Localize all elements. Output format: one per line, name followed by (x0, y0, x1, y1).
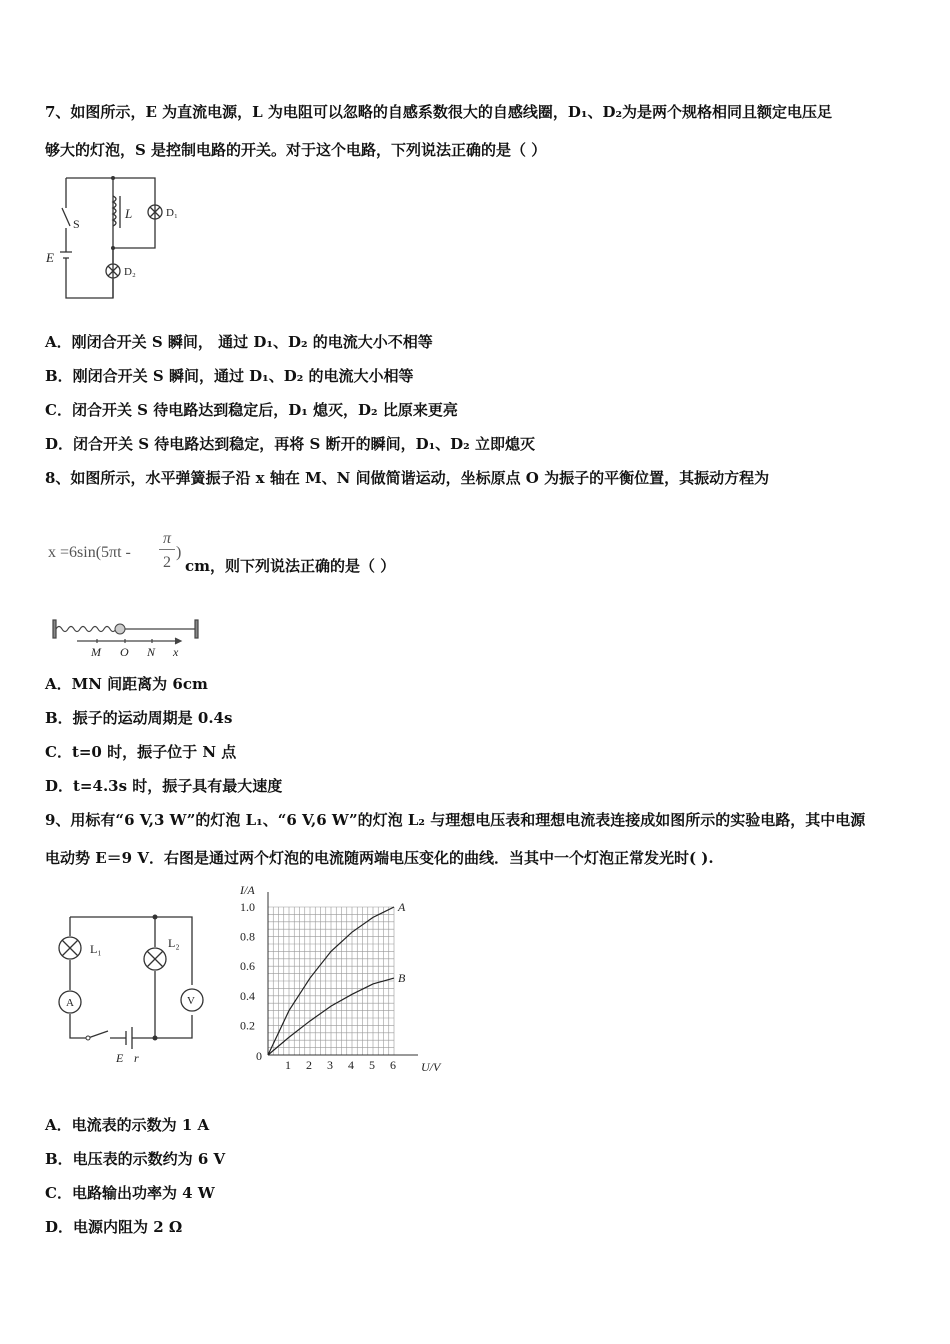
q9-option-a: A．电流表的示数为 1 A (45, 1116, 210, 1134)
x-tick-label: 3 (327, 1058, 333, 1072)
q7-option-a: A．刚闭合开关 S 瞬间， 通过 D₁、D₂ 的电流大小不相等 (45, 333, 433, 351)
label-r: r (134, 1051, 139, 1065)
x-axis-label: U/V (421, 1060, 441, 1074)
q8-option-c: C．t=0 时，振子位于 N 点 (45, 743, 237, 761)
x-tick-label: 5 (369, 1058, 375, 1072)
q9-circuit-diagram (50, 905, 220, 1070)
y-axis-label: I/A (240, 883, 255, 897)
y-tick-label: 0.2 (240, 1018, 255, 1033)
label-m: M (91, 645, 101, 659)
voltmeter-label: V (187, 995, 195, 1007)
label-e: E (46, 250, 54, 265)
q8-option-a: A．MN 间距离为 6cm (45, 675, 208, 693)
q7-option-b: B．刚闭合开关 S 瞬间，通过 D₁、D₂ 的电流大小相等 (45, 367, 414, 385)
label-l: L (125, 206, 133, 221)
q9-stem-line1: 9、用标有“6 V,3 W”的灯泡 L₁、“6 V,6 W”的灯泡 L₂ 与理想电压表和理想电流表连接成如图所示的实验电路，其中电源 (45, 811, 866, 829)
q9-option-d: D．电源内阻为 2 Ω (45, 1218, 183, 1236)
label-l1: L₁ (90, 942, 102, 956)
q7-stem-line1: 7、如图所示，E 为直流电源，L 为电阻可以忽略的自感系数很大的自感线圈，D₁、D₂为是两个规格相同且额定电压足 (45, 103, 833, 121)
label-x: x (173, 645, 179, 659)
label-d2: D₂ (124, 266, 136, 278)
y-tick-label: 0.8 (240, 929, 255, 944)
y-tick-label: 1.0 (240, 900, 255, 914)
label-d1: D₁ (166, 207, 178, 219)
x-tick-label: 1 (285, 1058, 291, 1072)
q9-option-b: B．电压表的示数约为 6 V (45, 1150, 226, 1168)
label-n: N (147, 645, 156, 659)
q9-stem-line2: 电动势 E＝9 V．右图是通过两个灯泡的电流随两端电压变化的曲线．当其中一个灯泡正常发光时( ). (45, 849, 714, 867)
q8-option-d: D．t=4.3s 时，振子具有最大速度 (45, 777, 283, 795)
q7-option-d: D．闭合开关 S 待电路达到稳定，再将 S 断开的瞬间，D₁、D₂ 立即熄灭 (45, 435, 535, 453)
q7-option-c: C．闭合开关 S 待电路达到稳定后，D₁ 熄灭，D₂ 比原来更亮 (45, 401, 458, 419)
label-e: E (116, 1051, 124, 1065)
label-o: O (120, 645, 129, 659)
label-l2: L₂ (168, 936, 180, 950)
y-tick-label: 0.4 (240, 988, 255, 1003)
iu-chart (230, 880, 450, 1075)
origin-label: 0 (256, 1049, 262, 1063)
y-tick-label: 0.6 (240, 959, 255, 974)
q8-stem-line1: 8、如图所示，水平弹簧振子沿 x 轴在 M、N 间做简谐运动，坐标原点 O 为振子的平衡位置，其振动方程为 (45, 469, 770, 487)
formula-numerator: π (163, 530, 172, 547)
x-tick-label: 4 (348, 1058, 354, 1072)
series-label-A: A (398, 900, 406, 914)
formula-left: x =6sin(5πt - (48, 544, 131, 561)
q7-stem-line2: 够大的灯泡，S 是控制电路的开关。对于这个电路，下列说法正确的是（ ） (45, 141, 547, 159)
x-tick-label: 2 (306, 1058, 312, 1072)
label-s: S (73, 217, 80, 231)
q8-spring-diagram (45, 615, 205, 660)
formula-denominator: 2 (163, 554, 171, 571)
q8-option-b: B．振子的运动周期是 0.4s (45, 709, 233, 727)
ammeter-label: A (66, 997, 74, 1009)
formula-right: ) (176, 544, 182, 561)
q8-stem-line2: cm，则下列说法正确的是（ ） (185, 557, 396, 575)
x-tick-label: 6 (390, 1058, 396, 1072)
q7-circuit-diagram (40, 168, 200, 308)
series-label-B: B (398, 971, 406, 986)
q9-option-c: C．电路输出功率为 4 W (45, 1184, 215, 1202)
